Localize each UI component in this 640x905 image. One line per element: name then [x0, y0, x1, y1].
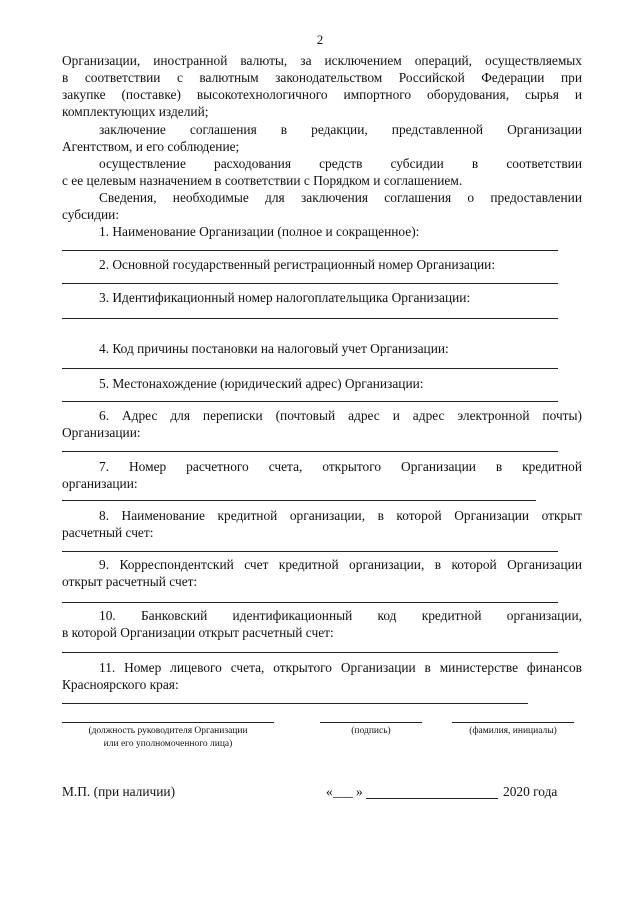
date-month-line — [366, 798, 498, 799]
item-6-label-line-2: Организации: — [62, 425, 141, 440]
date-open-quote: « — [326, 784, 333, 799]
item-1-fill-line — [62, 250, 558, 251]
item-8-fill-line — [62, 551, 558, 552]
item-4-label: 4. Код причины постановки на налоговый учет Организации: — [99, 341, 449, 356]
item-10-fill-line — [62, 652, 558, 653]
item-10-label-line-1: 10. Банковский идентификационный код кредитной организации, — [99, 608, 582, 623]
item-4-fill-line — [62, 368, 558, 369]
page-number: 2 — [316, 32, 324, 47]
item-1-label: 1. Наименование Организации (полное и сокращенное): — [99, 224, 420, 239]
intro-line-3: закупке (поставке) высокотехнологичного импортного оборудования, сырья и — [62, 87, 582, 102]
date-close-quote: » — [356, 784, 363, 799]
item-2-fill-line — [62, 283, 558, 284]
position-caption-line-2: или его уполномоченного лица) — [103, 739, 233, 749]
position-signature-line — [62, 722, 274, 723]
item-8-label-line-1: 8. Наименование кредитной организации, в которой Организации открыт — [99, 508, 582, 523]
item-11-fill-line — [62, 703, 528, 704]
name-caption: (фамилия, инициалы) — [469, 726, 557, 736]
info-line-1: Сведения, необходимые для заключения соглашения о предоставлении — [99, 190, 582, 205]
intro-line-2: в соответствии с валютным законодательством Российской Федерации при — [62, 70, 582, 85]
position-caption-line-1: (должность руководителя Организации — [88, 726, 248, 736]
spending-line-2: с ее целевым назначением в соответствии с Порядком и соглашением. — [62, 173, 463, 188]
name-signature-line — [452, 722, 574, 723]
item-9-label-line-2: открыт расчетный счет: — [62, 574, 198, 589]
item-3-label: 3. Идентификационный номер налогоплательщика Организации: — [99, 290, 471, 305]
item-7-label-line-2: организации: — [62, 476, 138, 491]
agreement-line-2: Агентством, и его соблюдение; — [62, 139, 240, 154]
item-6-label-line-1: 6. Адрес для переписки (почтовый адрес и адрес электронной почты) — [99, 408, 582, 423]
intro-line-4: комплектующих изделий; — [62, 104, 209, 119]
date-year: 2020 года — [503, 784, 558, 799]
agreement-line-1: заключение соглашения в редакции, представленной Организации — [99, 122, 582, 137]
item-6-fill-line — [62, 451, 558, 452]
item-9-label-line-1: 9. Корреспондентский счет кредитной организации, в которой Организации — [99, 557, 582, 572]
signature-line — [320, 722, 422, 723]
item-7-fill-line — [62, 500, 536, 501]
item-7-label-line-1: 7. Номер расчетного счета, открытого Организации в кредитной — [99, 459, 582, 474]
item-5-fill-line — [62, 401, 558, 402]
item-11-label-line-2: Красноярского края: — [62, 677, 179, 692]
spending-line-1: осуществление расходования средств субсидии в соответствии — [99, 156, 582, 171]
seal-label: М.П. (при наличии) — [62, 784, 176, 799]
info-line-2: субсидии: — [62, 207, 120, 222]
item-9-fill-line — [62, 602, 558, 603]
item-3-fill-line — [62, 318, 558, 319]
item-11-label-line-1: 11. Номер лицевого счета, открытого Организации в министерстве финансов — [99, 660, 582, 675]
signature-caption: (подпись) — [351, 726, 391, 736]
date-day-blank: ___ — [333, 784, 354, 799]
item-5-label: 5. Местонахождение (юридический адрес) Организации: — [99, 376, 424, 391]
intro-line-1: Организации, иностранной валюты, за исключением операций, осуществляемых — [62, 53, 582, 68]
item-10-label-line-2: в которой Организации открыт расчетный счет: — [62, 625, 334, 640]
item-8-label-line-2: расчетный счет: — [62, 525, 154, 540]
item-2-label: 2. Основной государственный регистрационный номер Организации: — [99, 257, 496, 272]
